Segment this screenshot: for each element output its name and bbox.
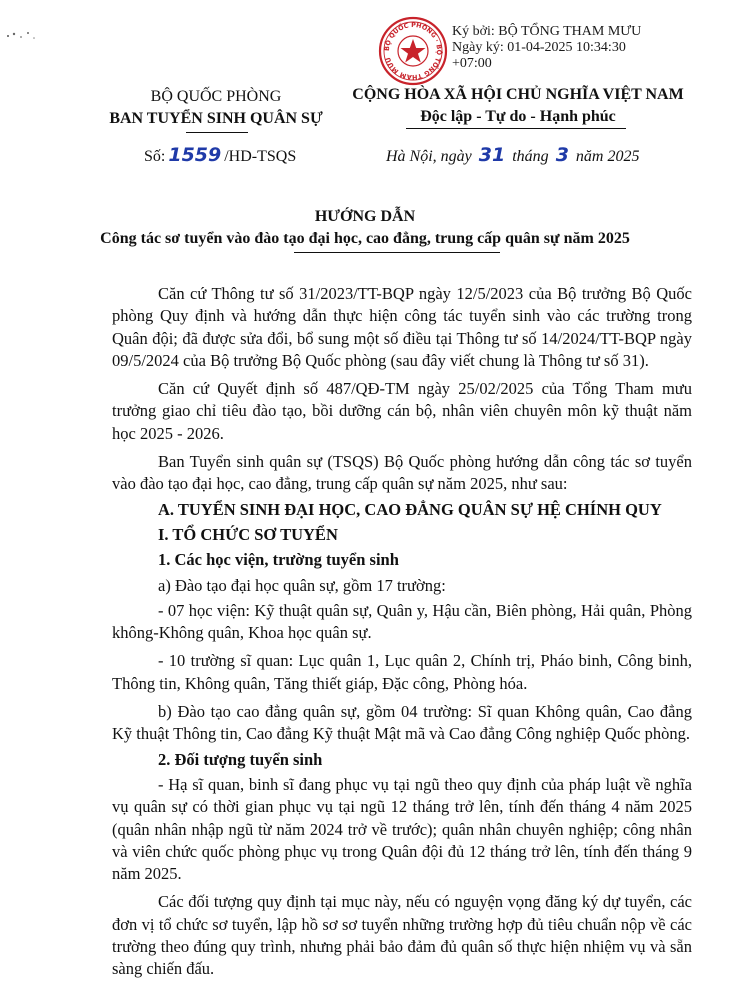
signed-date: Ngày ký: 01-04-2025 10:34:30 <box>452 40 626 55</box>
document-number <box>144 144 296 168</box>
national-motto: Độc lập - Tự do - Hạnh phúc <box>420 108 616 125</box>
country-name: CỘNG HÒA XÃ HỘI CHỦ NGHĨA VIỆT NAM <box>352 86 684 103</box>
doc-no-suffix: /HD-TSQS <box>224 148 297 165</box>
item-a-2: - 10 trường sĩ quan: Lục quân 1, Lục quân 2, Chính trị, Pháo binh, Công binh, Thông tin, Không quân, Tăng thiết giáp, Đặc công, Phòng hóa. <box>112 651 692 693</box>
document-title: HƯỚNG DẪN <box>314 208 416 225</box>
item-2-1: - Hạ sĩ quan, binh sĩ đang phục vụ tại ngũ theo quy định của pháp luật về nghĩa vụ quân sự có thời gian phục vụ tại ngũ 12 tháng trở lên, tính đến tháng 4 năm 2025 (quân nhân nhập ngũ từ năm 2024 trở về trước); quân nhân chuyên nghiệp; công nhân và viên chức quốc phòng phục vụ trong Quân đội đủ 12 tháng trở lên, tính đến tháng 9 năm 2025. <box>112 774 692 884</box>
official-seal-icon <box>378 16 448 86</box>
signed-by: Ký bởi: BỘ TỔNG THAM MƯU <box>452 24 642 39</box>
paragraph-1: Căn cứ Thông tư số 31/2023/TT-BQP ngày 12/5/2023 của Bộ trưởng Bộ Quốc phòng Quy định và hướng dẫn thực hiện công tác tuyển sinh vào các trường trong Quân đội; đã được sửa đổi, bổ sung một số điều tại Thông tư số 14/2024/TT-BQP ngày 09/5/2024 của Bộ trưởng Bộ Quốc phòng (sau đây viết chung là Thông tư số 31). <box>112 284 692 370</box>
subtitle-underline <box>294 252 500 253</box>
national-header <box>340 84 696 128</box>
issue-date <box>386 144 639 168</box>
agency-name: BAN TUYỂN SINH QUÂN SỰ <box>109 110 323 127</box>
document-body <box>112 283 692 987</box>
item-a-1: - 07 học viện: Kỹ thuật quân sự, Quân y, Hậu cần, Biên phòng, Hải quân, Phòng không-Không quân, Khoa học quân sự. <box>112 600 692 643</box>
section-a-heading: A. TUYỂN SINH ĐẠI HỌC, CAO ĐẲNG QUÂN SỰ HỆ CHÍNH QUY <box>158 499 662 519</box>
digital-signature-block <box>452 24 641 72</box>
section-i-heading: I. TỔ CHỨC SƠ TUYỂN <box>158 524 338 544</box>
doc-no-handwritten: 1559 <box>168 144 222 166</box>
signed-timezone: +07:00 <box>452 56 492 71</box>
item-2-2: Các đối tượng quy định tại mục này, nếu có nguyện vọng đăng ký dự tuyển, các đơn vị tổ chức sơ tuyển, lập hồ sơ sơ tuyển những trường hợp đủ tiêu chuẩn nộp về các trường theo đúng quy trình, nhưng phải bảo đảm đủ quân số thực hiện nhiệm vụ và sẵn sàng chiến đấu. <box>112 892 692 979</box>
issuing-agency <box>96 86 336 130</box>
month-handwritten: 3 <box>555 144 569 166</box>
date-prefix: Hà Nội, ngày <box>386 148 472 165</box>
day-handwritten: 31 <box>478 144 506 166</box>
seal-ring-text: BỘ QUỐC PHÒNG · BỘ TỔNG THAM MƯU <box>382 20 444 82</box>
item-b: b) Đào tạo cao đẳng quân sự, gồm 04 trường: Sĩ quan Không quân, Cao đẳng Kỹ thuật Thông tin, Cao đẳng Kỹ thuật Mật mã và Cao đẳng Công nghiệp Quốc phòng. <box>112 702 692 744</box>
month-word: tháng <box>512 148 549 165</box>
paragraph-2: Căn cứ Quyết định số 487/QĐ-TM ngày 25/02/2025 của Tổng Tham mưu trưởng giao chỉ tiêu đào tạo, bồi dưỡng cán bộ, nhân viên chuyên môn kỹ thuật năm học 2025 - 2026. <box>112 379 692 443</box>
item-a: a) Đào tạo đại học quân sự, gồm 17 trường: <box>158 575 446 595</box>
heading-1: 1. Các học viện, trường tuyển sinh <box>158 550 399 570</box>
motto-underline <box>406 128 626 129</box>
doc-no-prefix: Số: <box>144 148 166 165</box>
year-text: năm 2025 <box>575 148 640 165</box>
ministry-name: BỘ QUỐC PHÒNG <box>150 88 282 105</box>
scan-specks <box>4 28 38 42</box>
document-subtitle: Công tác sơ tuyển vào đào tạo đại học, cao đẳng, trung cấp quân sự năm 2025 <box>100 230 630 247</box>
paragraph-3: Ban Tuyển sinh quân sự (TSQS) Bộ Quốc phòng hướng dẫn công tác sơ tuyển vào đào tạo đại học, cao đẳng, trung cấp quân sự năm 2025, như sau: <box>112 452 692 494</box>
agency-underline <box>186 132 248 133</box>
heading-2: 2. Đối tượng tuyển sinh <box>158 749 323 769</box>
